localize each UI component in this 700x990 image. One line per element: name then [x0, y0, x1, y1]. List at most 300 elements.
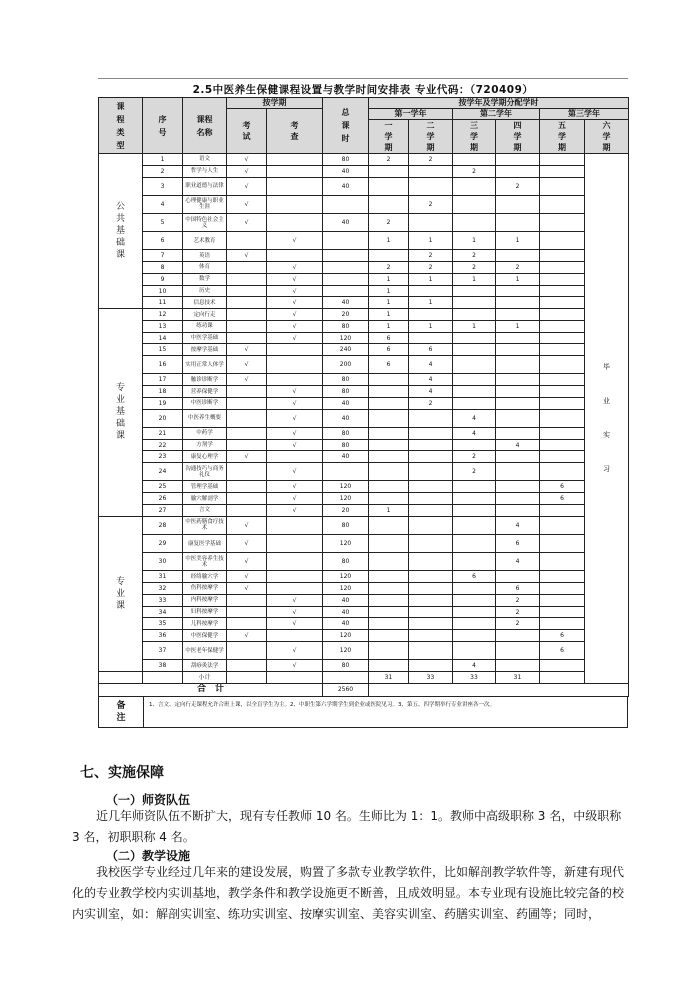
cell-s4: 1 — [496, 232, 540, 250]
cell-s1 — [369, 250, 409, 262]
cell-check — [267, 553, 323, 571]
cell-name: 英语 — [183, 250, 227, 262]
cell-s3 — [453, 618, 496, 630]
cell-name: 职业道德与法律 — [183, 177, 227, 195]
table-row — [99, 374, 629, 386]
head-dist: 按学年及学期分配学时 — [369, 98, 629, 109]
cell-hours: 240 — [323, 344, 369, 356]
cell-check — [267, 630, 323, 642]
cell-no: 33 — [143, 594, 183, 606]
cell-name: 中国特色社会主义 — [183, 213, 227, 231]
table-row — [99, 641, 629, 659]
cell-s5: 6 — [540, 493, 585, 505]
cell-s1 — [369, 427, 409, 439]
head-assess: 按学期 — [227, 98, 323, 109]
cell-exam: √ — [227, 195, 267, 213]
cell-s2 — [409, 213, 453, 231]
cell-name: 中药学 — [183, 427, 227, 439]
cell-s1 — [369, 618, 409, 630]
table-row — [99, 154, 629, 166]
cell-no: 24 — [143, 463, 183, 481]
cell-s1 — [369, 451, 409, 463]
subtotal-label: 小计 — [183, 671, 227, 683]
cell-check — [267, 534, 323, 552]
cell-check — [267, 571, 323, 583]
cell-s2 — [409, 606, 453, 618]
cell-exam — [227, 606, 267, 618]
subtotal-s3: 33 — [453, 671, 496, 683]
cell-name: 康复心理学 — [183, 451, 227, 463]
cell-s1 — [369, 493, 409, 505]
cell-no: 31 — [143, 571, 183, 583]
cell-name: 中医养生概要 — [183, 409, 227, 427]
cell-s2 — [409, 409, 453, 427]
table-row — [99, 463, 629, 481]
cell-s2: 4 — [409, 386, 453, 398]
cell-hours: 120 — [323, 332, 369, 344]
cell-s1 — [369, 516, 409, 534]
faculty-paragraph: 近几年师资队伍不断扩大，现有专任教师 10 名。生师比为 1：1。教师中高级职称 3 名，中级职称 3 名，初职职称 4 名。 — [72, 809, 622, 844]
table-row — [99, 285, 629, 297]
cell-s2 — [409, 516, 453, 534]
cell-exam — [227, 481, 267, 493]
cell-s2 — [409, 583, 453, 595]
cell-s3: 6 — [453, 571, 496, 583]
cell-no: 5 — [143, 213, 183, 231]
cell-name: 经络腧穴学 — [183, 571, 227, 583]
cell-hours — [323, 232, 369, 250]
table-row — [99, 250, 629, 262]
cell-hours: 120 — [323, 583, 369, 595]
cell-name: 中医诊断学 — [183, 397, 227, 409]
cell-check: √ — [267, 397, 323, 409]
cell-s3: 2 — [453, 165, 496, 177]
cell-name: 练功课 — [183, 320, 227, 332]
cell-check — [267, 344, 323, 356]
cell-check — [267, 154, 323, 166]
top-rule — [98, 78, 628, 79]
cell-name: 历史 — [183, 285, 227, 297]
table-row — [99, 493, 629, 505]
cell-name: 康复医学基础 — [183, 534, 227, 552]
cell-s3: 2 — [453, 451, 496, 463]
cell-check: √ — [267, 386, 323, 398]
subheading-faculty: （一）师资队伍 — [106, 793, 191, 807]
cell-s3: 1 — [453, 320, 496, 332]
cell-s3 — [453, 504, 496, 516]
cell-s4: 2 — [496, 594, 540, 606]
table-row — [99, 195, 629, 213]
cell-s4: 4 — [496, 439, 540, 451]
cell-name: 艺术教育 — [183, 232, 227, 250]
curriculum-table — [98, 97, 629, 697]
head-name: 课程名称 — [183, 98, 227, 154]
cell-s4 — [496, 250, 540, 262]
cell-exam: √ — [227, 374, 267, 386]
cell-name: 儿科按摩学 — [183, 618, 227, 630]
table-row — [99, 332, 629, 344]
cell-s3 — [453, 641, 496, 659]
head-category: 课程类型 — [99, 98, 143, 154]
cell-s5 — [540, 397, 585, 409]
table-row — [99, 439, 629, 451]
table-row — [99, 213, 629, 231]
cell-check — [267, 356, 323, 374]
cell-s3: 4 — [453, 427, 496, 439]
cell-s4: 1 — [496, 320, 540, 332]
head-year3: 第三学年 — [540, 109, 629, 120]
cell-s4 — [496, 451, 540, 463]
cell-s3 — [453, 397, 496, 409]
cell-s1 — [369, 534, 409, 552]
cell-s1 — [369, 177, 409, 195]
cell-no: 6 — [143, 232, 183, 250]
cell-check: √ — [267, 606, 323, 618]
cell-s1 — [369, 641, 409, 659]
table-row — [99, 606, 629, 618]
cell-s4: 6 — [496, 583, 540, 595]
cell-s5 — [540, 594, 585, 606]
cell-s2: 2 — [409, 154, 453, 166]
cell-no: 15 — [143, 344, 183, 356]
cell-hours — [323, 463, 369, 481]
cell-hours: 40 — [323, 177, 369, 195]
cell-no: 23 — [143, 451, 183, 463]
cell-hours: 80 — [323, 154, 369, 166]
cell-hours: 40 — [323, 397, 369, 409]
cell-s1 — [369, 630, 409, 642]
cell-s1 — [369, 481, 409, 493]
cell-no: 18 — [143, 386, 183, 398]
cell-no: 35 — [143, 618, 183, 630]
cell-s1: 2 — [369, 262, 409, 274]
cell-s4: 2 — [496, 618, 540, 630]
cell-s2 — [409, 177, 453, 195]
cell-s1 — [369, 594, 409, 606]
cell-s2 — [409, 463, 453, 481]
cell-check: √ — [267, 660, 323, 672]
cell-check: √ — [267, 594, 323, 606]
cell-s2: 2 — [409, 262, 453, 274]
cell-s5: 6 — [540, 630, 585, 642]
cell-no: 36 — [143, 630, 183, 642]
cell-s3: 4 — [453, 660, 496, 672]
cell-s4: 4 — [496, 553, 540, 571]
cell-name: 中医学基础 — [183, 332, 227, 344]
cell-s5 — [540, 516, 585, 534]
head-hours: 总课时 — [323, 98, 369, 154]
head-exam: 考试 — [227, 109, 267, 154]
head-year2: 第二学年 — [453, 109, 540, 120]
cell-s5 — [540, 285, 585, 297]
cell-s5 — [540, 571, 585, 583]
cell-s2 — [409, 571, 453, 583]
cell-s5: 6 — [540, 641, 585, 659]
cell-s3 — [453, 534, 496, 552]
cell-s1 — [369, 606, 409, 618]
cell-no: 16 — [143, 356, 183, 374]
cell-exam — [227, 660, 267, 672]
cell-s5 — [540, 344, 585, 356]
cell-check: √ — [267, 262, 323, 274]
cell-s1 — [369, 195, 409, 213]
cell-s2: 4 — [409, 374, 453, 386]
cell-name: 营养保健学 — [183, 386, 227, 398]
cell-exam: √ — [227, 583, 267, 595]
cell-s3 — [453, 606, 496, 618]
cell-hours: 120 — [323, 534, 369, 552]
cell-check: √ — [267, 232, 323, 250]
cell-s1 — [369, 439, 409, 451]
cell-s2: 1 — [409, 273, 453, 285]
cell-exam — [227, 386, 267, 398]
cell-s5 — [540, 618, 585, 630]
cell-hours: 80 — [323, 439, 369, 451]
cell-hours: 20 — [323, 504, 369, 516]
table-row — [99, 504, 629, 516]
cell-exam — [227, 427, 267, 439]
cell-s5 — [540, 583, 585, 595]
table-row — [99, 583, 629, 595]
subtotal-row — [99, 671, 629, 683]
cell-s1 — [369, 660, 409, 672]
cell-name: 言文 — [183, 504, 227, 516]
cell-s5 — [540, 356, 585, 374]
cell-s5 — [540, 195, 585, 213]
notes-label: 备注 — [99, 697, 144, 727]
cell-s4 — [496, 332, 540, 344]
cell-s2: 1 — [409, 232, 453, 250]
cell-no: 9 — [143, 273, 183, 285]
cell-s2: 4 — [409, 356, 453, 374]
cell-no: 27 — [143, 504, 183, 516]
table-row — [99, 516, 629, 534]
cell-name: 中医药膳食疗技术 — [183, 516, 227, 534]
cell-check: √ — [267, 297, 323, 309]
cell-exam: √ — [227, 516, 267, 534]
head-sem1: 一学期 — [369, 120, 409, 154]
cell-s4 — [496, 630, 540, 642]
cell-check: √ — [267, 641, 323, 659]
cell-hours: 20 — [323, 309, 369, 321]
table-title: 2.5中医养生保健课程设置与教学时间安排表 专业代码：（720409） — [192, 84, 534, 96]
cell-hours: 120 — [323, 571, 369, 583]
table-row — [99, 397, 629, 409]
cell-s1: 1 — [369, 273, 409, 285]
cell-s2 — [409, 594, 453, 606]
head-no: 序号 — [143, 98, 183, 154]
table-row — [99, 297, 629, 309]
cell-exam: √ — [227, 213, 267, 231]
cell-s3: 4 — [453, 409, 496, 427]
cell-s4 — [496, 297, 540, 309]
category-cell: 公共基础课 — [99, 154, 143, 309]
notes-box — [98, 697, 628, 728]
cell-s2 — [409, 641, 453, 659]
cell-s5 — [540, 439, 585, 451]
cell-no: 13 — [143, 320, 183, 332]
cell-s3: 2 — [453, 250, 496, 262]
cell-s4 — [496, 165, 540, 177]
cell-s5 — [540, 165, 585, 177]
cell-check: √ — [267, 463, 323, 481]
cell-no: 22 — [143, 439, 183, 451]
cell-hours — [323, 195, 369, 213]
cell-s1: 1 — [369, 297, 409, 309]
cell-no: 10 — [143, 285, 183, 297]
cell-exam — [227, 504, 267, 516]
cell-no: 34 — [143, 606, 183, 618]
cell-s4 — [496, 463, 540, 481]
cell-exam — [227, 332, 267, 344]
head-sem2: 二学期 — [409, 120, 453, 154]
cell-s1 — [369, 409, 409, 427]
cell-check: √ — [267, 332, 323, 344]
cell-s2: 6 — [409, 344, 453, 356]
table-row — [99, 427, 629, 439]
head-sem3: 三学期 — [453, 120, 496, 154]
cell-exam — [227, 273, 267, 285]
cell-no: 25 — [143, 481, 183, 493]
cell-hours — [323, 250, 369, 262]
cell-s3 — [453, 583, 496, 595]
cell-s4 — [496, 481, 540, 493]
cell-s1: 1 — [369, 320, 409, 332]
cell-hours: 80 — [323, 660, 369, 672]
cell-no: 28 — [143, 516, 183, 534]
cell-s2 — [409, 630, 453, 642]
cell-s3 — [453, 594, 496, 606]
cell-s2 — [409, 285, 453, 297]
cell-s5 — [540, 606, 585, 618]
cell-s1 — [369, 553, 409, 571]
cell-s5 — [540, 386, 585, 398]
cell-no: 3 — [143, 177, 183, 195]
cell-check — [267, 195, 323, 213]
cell-s5 — [540, 213, 585, 231]
cell-s3: 1 — [453, 232, 496, 250]
table-row — [99, 320, 629, 332]
cell-s4 — [496, 285, 540, 297]
cell-s5 — [540, 553, 585, 571]
cell-s3 — [453, 309, 496, 321]
cell-s2 — [409, 504, 453, 516]
cell-s5: 6 — [540, 481, 585, 493]
cell-s3: 2 — [453, 463, 496, 481]
cell-s2 — [409, 481, 453, 493]
cell-no: 26 — [143, 493, 183, 505]
cell-name: 内科按摩学 — [183, 594, 227, 606]
total-empty — [369, 683, 629, 696]
cell-name: 伤科按摩学 — [183, 583, 227, 595]
cell-exam — [227, 641, 267, 659]
cell-exam: √ — [227, 165, 267, 177]
cell-s5 — [540, 409, 585, 427]
cell-s2: 2 — [409, 397, 453, 409]
cell-s1: 6 — [369, 356, 409, 374]
subtotal-empty — [540, 671, 585, 683]
cell-s3 — [453, 439, 496, 451]
cell-check: √ — [267, 285, 323, 297]
cell-s1 — [369, 397, 409, 409]
head-sem4: 四学期 — [496, 120, 540, 154]
cell-no: 2 — [143, 165, 183, 177]
cell-exam: √ — [227, 451, 267, 463]
cell-no: 17 — [143, 374, 183, 386]
cell-s3 — [453, 297, 496, 309]
cell-name: 中医保健学 — [183, 630, 227, 642]
cell-exam — [227, 262, 267, 274]
cell-s4 — [496, 493, 540, 505]
cell-s1: 2 — [369, 154, 409, 166]
head-check: 考查 — [267, 109, 323, 154]
cell-name: 语文 — [183, 154, 227, 166]
subtotal-empty — [267, 671, 323, 683]
cell-s5 — [540, 427, 585, 439]
cell-s2: 2 — [409, 195, 453, 213]
cell-exam — [227, 594, 267, 606]
cell-exam — [227, 439, 267, 451]
cell-s2 — [409, 660, 453, 672]
cell-check — [267, 516, 323, 534]
cell-hours — [323, 262, 369, 274]
cell-check: √ — [267, 481, 323, 493]
cell-s4 — [496, 409, 540, 427]
cell-exam: √ — [227, 250, 267, 262]
cell-no: 37 — [143, 641, 183, 659]
table-row — [99, 262, 629, 274]
cell-check — [267, 250, 323, 262]
head-sem6: 六学期 — [585, 120, 629, 154]
cell-exam — [227, 285, 267, 297]
cell-exam — [227, 320, 267, 332]
cell-s3 — [453, 154, 496, 166]
cell-check: √ — [267, 320, 323, 332]
subtotal-empty — [227, 671, 267, 683]
cell-check — [267, 213, 323, 231]
cell-s2 — [409, 618, 453, 630]
head-sem5: 五学期 — [540, 120, 585, 154]
cell-no: 32 — [143, 583, 183, 595]
cell-no: 8 — [143, 262, 183, 274]
cell-check — [267, 177, 323, 195]
cell-name: 中医美容养生技术 — [183, 553, 227, 571]
cell-s5 — [540, 451, 585, 463]
cell-check: √ — [267, 618, 323, 630]
subheading-facilities: （二）教学设施 — [106, 849, 191, 863]
cell-hours: 80 — [323, 374, 369, 386]
cell-s2 — [409, 534, 453, 552]
cell-s3 — [453, 386, 496, 398]
cell-check: √ — [267, 427, 323, 439]
notes-text: 1、言文、定向行走课程允许合班上课，以全盲学生为主。2、中职生第六学期学生到企业或医院见习。3、第五、四学期举行专业讲座各一次。 — [149, 702, 496, 708]
cell-s4: 2 — [496, 262, 540, 274]
table-row — [99, 409, 629, 427]
internship-cell: 毕业实习 — [585, 154, 629, 684]
cell-hours: 120 — [323, 481, 369, 493]
cell-check — [267, 165, 323, 177]
total-label: 合 计 — [99, 683, 323, 696]
cell-name: 方剂学 — [183, 439, 227, 451]
cell-hours — [323, 285, 369, 297]
table-row — [99, 309, 629, 321]
cell-s4 — [496, 154, 540, 166]
cell-hours: 120 — [323, 493, 369, 505]
cell-name: 数学 — [183, 273, 227, 285]
subtotal-s4: 31 — [496, 671, 540, 683]
cell-hours: 40 — [323, 594, 369, 606]
cell-name: 刮痧灸法学 — [183, 660, 227, 672]
